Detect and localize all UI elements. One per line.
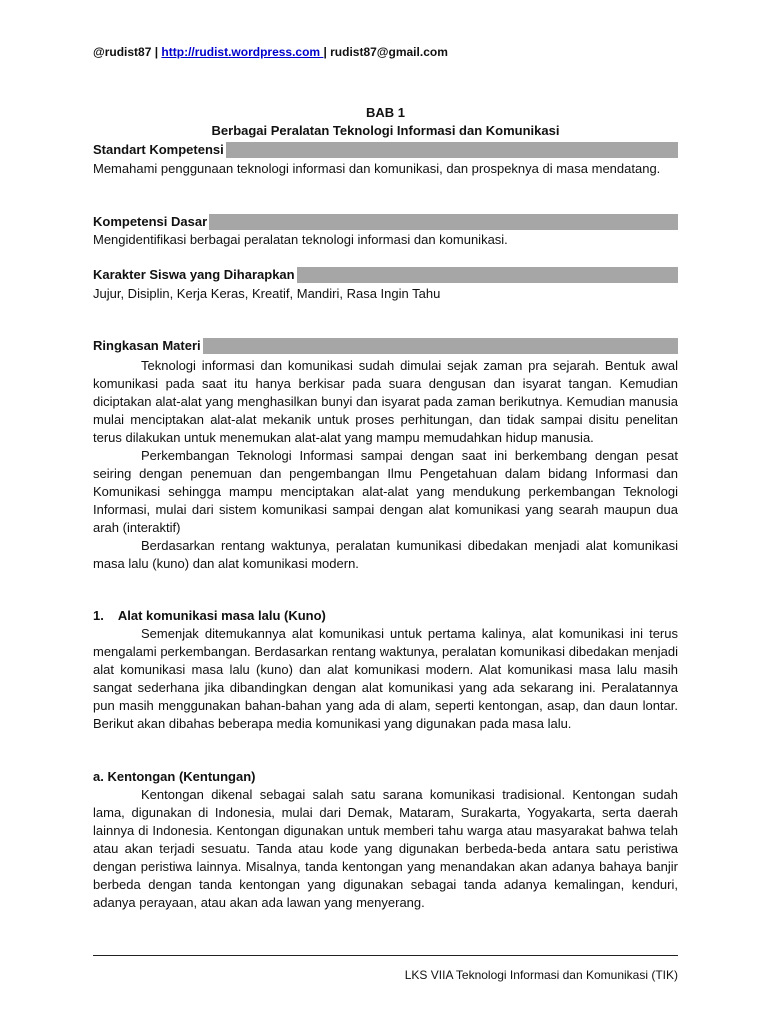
section-label-kd: Kompetensi Dasar [93,214,208,229]
section-bar-kd [93,214,678,230]
body-text [93,357,678,573]
footer-text: LKS VIIA Teknologi Informasi dan Komunikasi (TIK) [404,968,678,982]
paragraph-5: Kentongan dikenal sebagai salah satu sarana komunikasi tradisional. Kentongan sudah lama, digunakan di Indonesia, mulai dari Demak, Mataram, Surakarta, Yogyakarta, serta daerah lainnya di Indonesia. Kentongan digunakan untuk memberi tahu warga atau masyarakat bahwa telah atau akan terjadi sesuatu. Tanda atau kode yang digunakan berbeda-beda antara satu peristiwa dengan peristiwa lainnya. Misalnya, tanda kentongan yang menandakan akan adanya bahaya banjir berbeda dengan tanda kentongan yang digunakan sebagai tanda adanya kemalingan, kenduri, adanya perayaan, atau akan ada lawan yang menyerang. [93,787,678,910]
section-label-sk: Standart Kompetensi [93,142,224,157]
blog-link[interactable]: http://rudist.wordpress.com [161,45,324,59]
section-text-kd: Mengidentifikasi berbagai peralatan teknologi informasi dan komunikasi. [93,232,508,247]
heading-2: a. Kentongan (Kentungan) [93,769,256,784]
author-handle: @rudist87 | [93,45,162,59]
footer-divider [93,955,678,956]
section-bar-rm [93,338,678,354]
paragraph-4: Semenjak ditemukannya alat komunikasi untuk pertama kalinya, alat komunikasi ini terus mengalami perkembangan. Berdasarkan rentang waktunya, peralatan komunikasi dibedakan menjadi alat komunikasi masa lalu (kuno) dan alat komunikasi modern. Alat komunikasi masa lalu masih sangat sederhana jika dibandingkan dengan alat komunikasi yang ada sekarang ini. Peralatannya pun masih menggunakan bahan-bahan yang ada di alam, seperti kentongan, asap, dan daun lontar. Berikut akan dibahas beberapa media komunikasi yang digunakan pada masa lalu. [93,626,678,731]
section-label-rm: Ringkasan Materi [93,338,201,353]
author-email: | rudist87@gmail.com [323,45,448,59]
section-label-ks: Karakter Siswa yang Diharapkan [93,267,295,282]
heading-1-text: Alat komunikasi masa lalu (Kuno) [117,608,326,623]
paragraph-3: Berdasarkan rentang waktunya, peralatan kumunikasi dibedakan menjadi alat komunikasi masa lalu (kuno) dan alat komunikasi modern. [93,538,678,571]
paragraph-2: Perkembangan Teknologi Informasi sampai dengan saat ini berkembang dengan pesat seiring dengan penemuan dan pengembangan Ilmu Pengetahuan dalam bidang Informasi dan Komunikasi sehingga mampu menciptakan alat-alat yang mendukung perkembangan Teknologi Informasi, mulai dari sistem komunikasi sampai dengan alat komunikasi yang searah maupun dua arah (interaktif) [93,448,678,535]
body-text-2 [93,625,678,733]
section-bar-sk [93,142,678,158]
heading-1 [93,607,678,625]
body-text-3 [93,786,678,912]
section-text-ks: Jujur, Disiplin, Kerja Keras, Kreatif, Mandiri, Rasa Ingin Tahu [93,286,441,301]
page-header [93,45,678,59]
paragraph-1: Teknologi informasi dan komunikasi sudah dimulai sejak zaman pra sejarah. Bentuk awal komunikasi pada saat itu hanya berkisar pada suara dengusan dan isyarat tangan. Kemudian diciptakan alat-alat yang menghasilkan bunyi dan isyarat pada zaman berikutnya. Kemudian manusia mulai menciptakan alat-alat mekanik untuk proses perhitungan, dan tidak sampai disitu penelitan terus dilakukan untuk menemukan alat-alat yang mampu memudahkan hidup manusia. [93,358,678,445]
section-bar-ks [93,267,678,283]
section-text-sk: Memahami penggunaan teknologi informasi dan komunikasi, dan prospeknya di masa mendatang. [93,161,661,176]
chapter-title: Berbagai Peralatan Teknologi Informasi dan Komunikasi [211,123,560,138]
heading-1-number: 1. [93,608,104,623]
chapter-label: BAB 1 [365,105,405,120]
